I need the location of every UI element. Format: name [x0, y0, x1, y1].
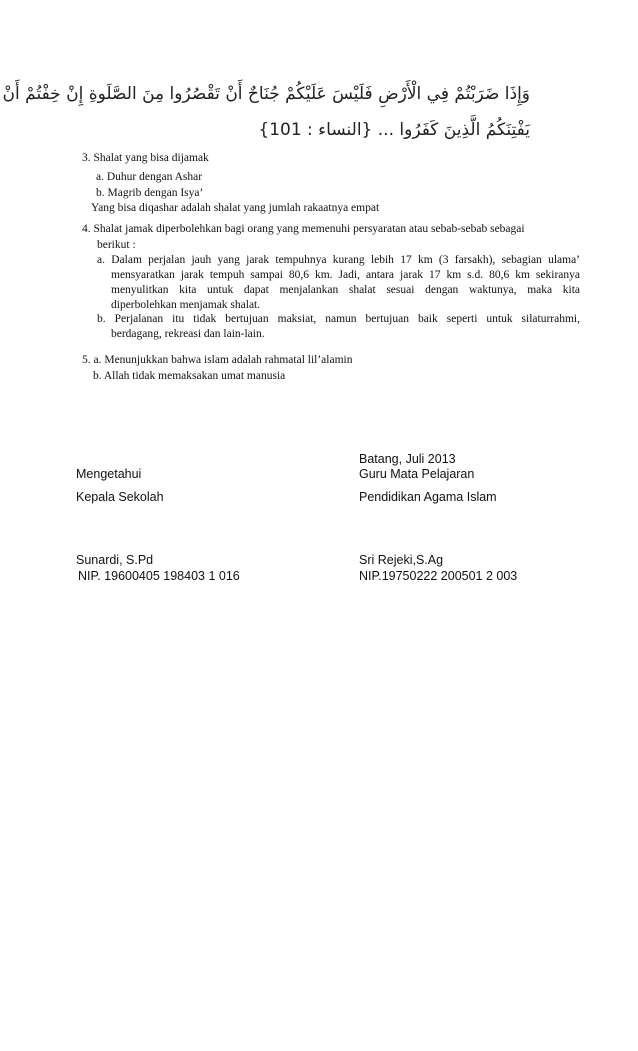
- item3-note: Yang bisa diqashar adalah shalat yang jumlah rakaatnya empat: [91, 202, 380, 214]
- item4-point-a-line4: diperbolehkan menjamak shalat.: [111, 299, 261, 311]
- signature-place-date: Batang, Juli 2013: [359, 452, 456, 466]
- signature-right-name: Sri Rejeki,S.Ag: [359, 553, 444, 567]
- signature-left-title: Mengetahui: [76, 467, 142, 481]
- item4-point-a-line2: mensyaratkan jarak tempuh sampai 80,6 km. Jadi, antara jarak 17 km s.d. 80,6 km sekiranya: [111, 269, 580, 281]
- item4-heading-cont: berikut :: [97, 239, 136, 251]
- signature-left-name: Sunardi, S.Pd: [76, 553, 154, 567]
- item3-option-a: a. Duhur dengan Ashar: [96, 171, 203, 183]
- item4-heading: 4. Shalat jamak diperbolehkan bagi orang yang memenuhi persyaratan atau sebab-sebab sebagai: [82, 223, 525, 235]
- quran-verse-line2: يَفْتِنَكُمُ الَّذِينَ كَفَرُوا ... {النساء : 101}: [258, 120, 530, 140]
- item4-point-b-line2: berdagang, rekreasi dan lain-lain.: [111, 328, 265, 340]
- item3-option-b: b. Magrib dengan Isya’: [96, 187, 204, 199]
- item3-heading: 3. Shalat yang bisa dijamak: [82, 152, 209, 164]
- signature-right-title: Guru Mata Pelajaran: [359, 467, 475, 481]
- item5-point-b: b. Allah tidak memaksakan umat manusia: [93, 370, 286, 382]
- quran-verse-line1: وَإِذَا ضَرَبْتُمْ فِي الْأَرْضِ فَلَيْسَ عَلَيْكُمْ جُنَاحٌ أَنْ تَقْصُرُوا مِنَ الصَّلَوةِ إِنْ خِفْتُمْ أَنْ: [2, 84, 530, 104]
- item4-point-a-line1: a. Dalam perjalan jauh yang jarak tempuhnya kurang lebih 17 km (3 farsakh), sebagian ulama’: [97, 254, 580, 266]
- item4-point-a-line3: menyulitkan kita untuk dapat menjalankan shalat sesuai dengan waktunya, maka kita: [111, 284, 580, 296]
- item5-point-a: 5. a. Menunjukkan bahwa islam adalah rahmatal lil’alamin: [82, 354, 353, 366]
- signature-left-nip: NIP. 19600405 198403 1 016: [78, 569, 240, 583]
- signature-right-nip: NIP.19750222 200501 2 003: [359, 569, 518, 583]
- signature-left-role: Kepala Sekolah: [76, 490, 164, 504]
- item4-point-b-line1: b. Perjalanan itu tidak bertujuan maksiat, namun bertujuan baik seperti untuk silaturrahmi,: [97, 313, 580, 325]
- signature-right-role: Pendidikan Agama Islam: [359, 490, 497, 504]
